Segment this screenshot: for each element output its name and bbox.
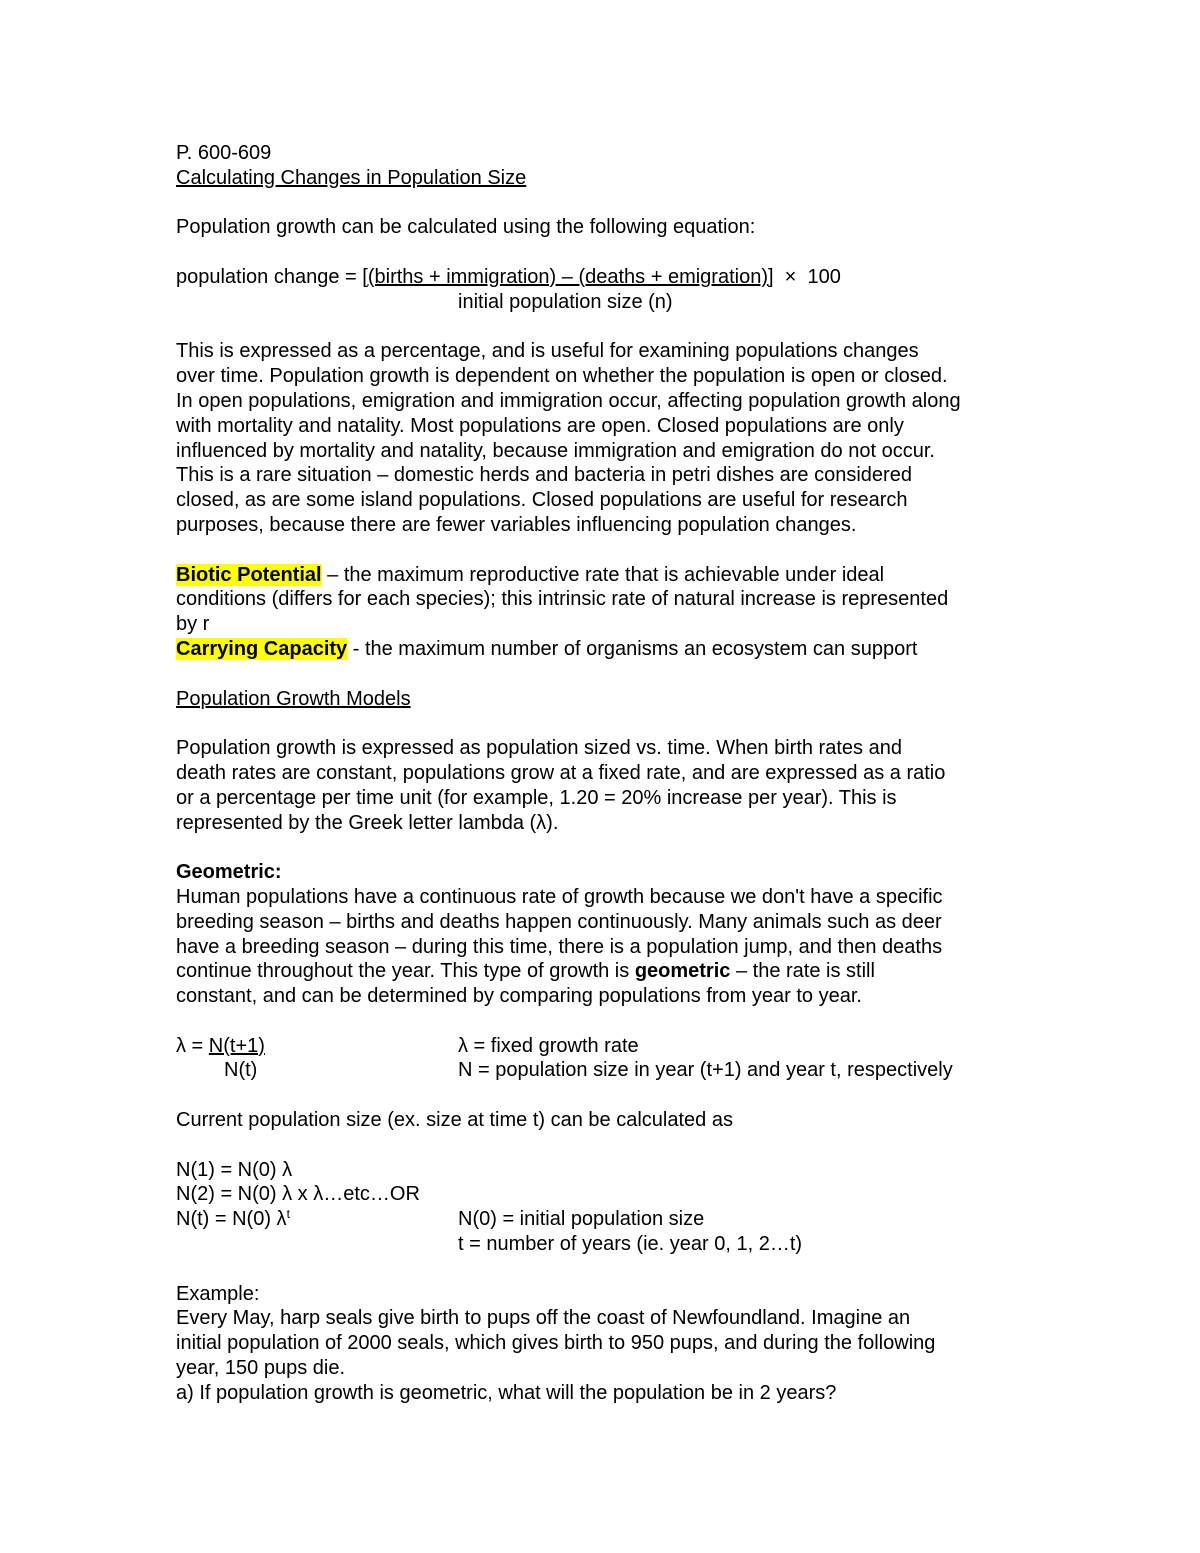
geometric-term: geometric <box>634 960 731 983</box>
text-run: – the rate is still <box>730 960 875 983</box>
example-question: a) If population growth is geometric, what will the population be in 2 years? <box>176 1381 837 1404</box>
lambda-numerator: N(t+1) <box>208 1034 265 1057</box>
biotic-potential-text: – the maximum reproductive rate that is achievable under ideal <box>321 563 885 586</box>
lambda-equation <box>176 1034 1056 1059</box>
lambda-definition: λ = fixed growth rate <box>458 1034 639 1057</box>
lambda-denominator: N(t) <box>224 1059 258 1082</box>
biotic-potential-line: conditions (differs for each species); this intrinsic rate of natural increase is represented <box>176 588 949 611</box>
equation-denominator: initial population size (n) <box>458 290 673 313</box>
population-change-equation <box>176 265 1056 290</box>
biotic-potential-definition <box>176 563 1056 588</box>
geometric-heading: Geometric: <box>176 861 282 884</box>
paragraph-line <box>176 959 1056 984</box>
text-run: continue throughout the year. This type of growth is <box>176 960 635 983</box>
formula-nt-exponent: t <box>286 1207 290 1222</box>
biotic-potential-line: by r <box>176 613 210 636</box>
document-page <box>176 141 1056 1406</box>
initial-population-definition: N(0) = initial population size <box>458 1208 705 1231</box>
paragraph-line: have a breeding season – during this time, there is a population jump, and then deaths <box>176 935 943 958</box>
paragraph-line: represented by the Greek letter lambda (λ). <box>176 811 559 834</box>
paragraph-line: with mortality and natality. Most populations are open. Closed populations are only <box>176 414 904 437</box>
current-population-intro: Current population size (ex. size at time t) can be calculated as <box>176 1109 733 1132</box>
formula-t-row <box>176 1232 1056 1257</box>
paragraph-line: This is a rare situation – domestic herds and bacteria in petri dishes are considered <box>176 464 912 487</box>
formula-nt: N(t) = N(0) λ <box>176 1208 287 1231</box>
example-label: Example: <box>176 1282 260 1305</box>
biotic-potential-term: Biotic Potential <box>176 563 322 586</box>
paragraph-line: This is expressed as a percentage, and is useful for examining populations changes <box>176 340 919 363</box>
equation-numerator: [(births + immigration) – (deaths + emigration)] <box>362 265 774 288</box>
formula-n1: N(1) = N(0) λ <box>176 1158 293 1181</box>
section-title-growth-models: Population Growth Models <box>176 687 411 710</box>
lambda-equation-row2 <box>176 1058 1056 1083</box>
example-line: year, 150 pups die. <box>176 1357 346 1380</box>
paragraph-line: influenced by mortality and natality, because immigration and emigration do not occur. <box>176 439 935 462</box>
paragraph-line: over time. Population growth is dependent on whether the population is open or closed. <box>176 365 948 388</box>
carrying-capacity-definition <box>176 637 1056 662</box>
paragraph-line: constant, and can be determined by comparing populations from year to year. <box>176 985 862 1008</box>
paragraph-line: breeding season – births and deaths happen continuously. Many animals such as deer <box>176 910 942 933</box>
section-title-population-size: Calculating Changes in Population Size <box>176 166 527 189</box>
paragraph-line: closed, as are some island populations. Closed populations are useful for research <box>176 489 908 512</box>
equation-multiplier: × 100 <box>773 265 841 288</box>
formula-n2: N(2) = N(0) λ x λ…etc…OR <box>176 1183 420 1206</box>
example-line: initial population of 2000 seals, which gives birth to 950 pups, and during the following <box>176 1332 936 1355</box>
years-definition: t = number of years (ie. year 0, 1, 2…t) <box>458 1233 803 1256</box>
carrying-capacity-term: Carrying Capacity <box>176 637 348 660</box>
paragraph-line: Population growth is expressed as population sized vs. time. When birth rates and <box>176 737 902 760</box>
lambda-lhs: λ = <box>176 1034 209 1057</box>
example-line: Every May, harp seals give birth to pups off the coast of Newfoundland. Imagine an <box>176 1307 911 1330</box>
paragraph-line: or a percentage per time unit (for example, 1.20 = 20% increase per year). This is <box>176 786 897 809</box>
equation-intro: Population growth can be calculated using the following equation: <box>176 216 756 239</box>
paragraph-line: Human populations have a continuous rate of growth because we don't have a specific <box>176 885 943 908</box>
formula-nt-row <box>176 1207 1056 1232</box>
equation-prefix: population change = <box>176 265 363 288</box>
paragraph-line: In open populations, emigration and immigration occur, affecting population growth along <box>176 389 961 412</box>
paragraph-line: purposes, because there are fewer variables influencing population changes. <box>176 513 857 536</box>
paragraph-line: death rates are constant, populations grow at a fixed rate, and are expressed as a ratio <box>176 761 946 784</box>
population-size-definition: N = population size in year (t+1) and year t, respectively <box>458 1059 953 1082</box>
carrying-capacity-text: - the maximum number of organisms an ecosystem can support <box>347 637 918 660</box>
page-reference: P. 600-609 <box>176 142 272 164</box>
